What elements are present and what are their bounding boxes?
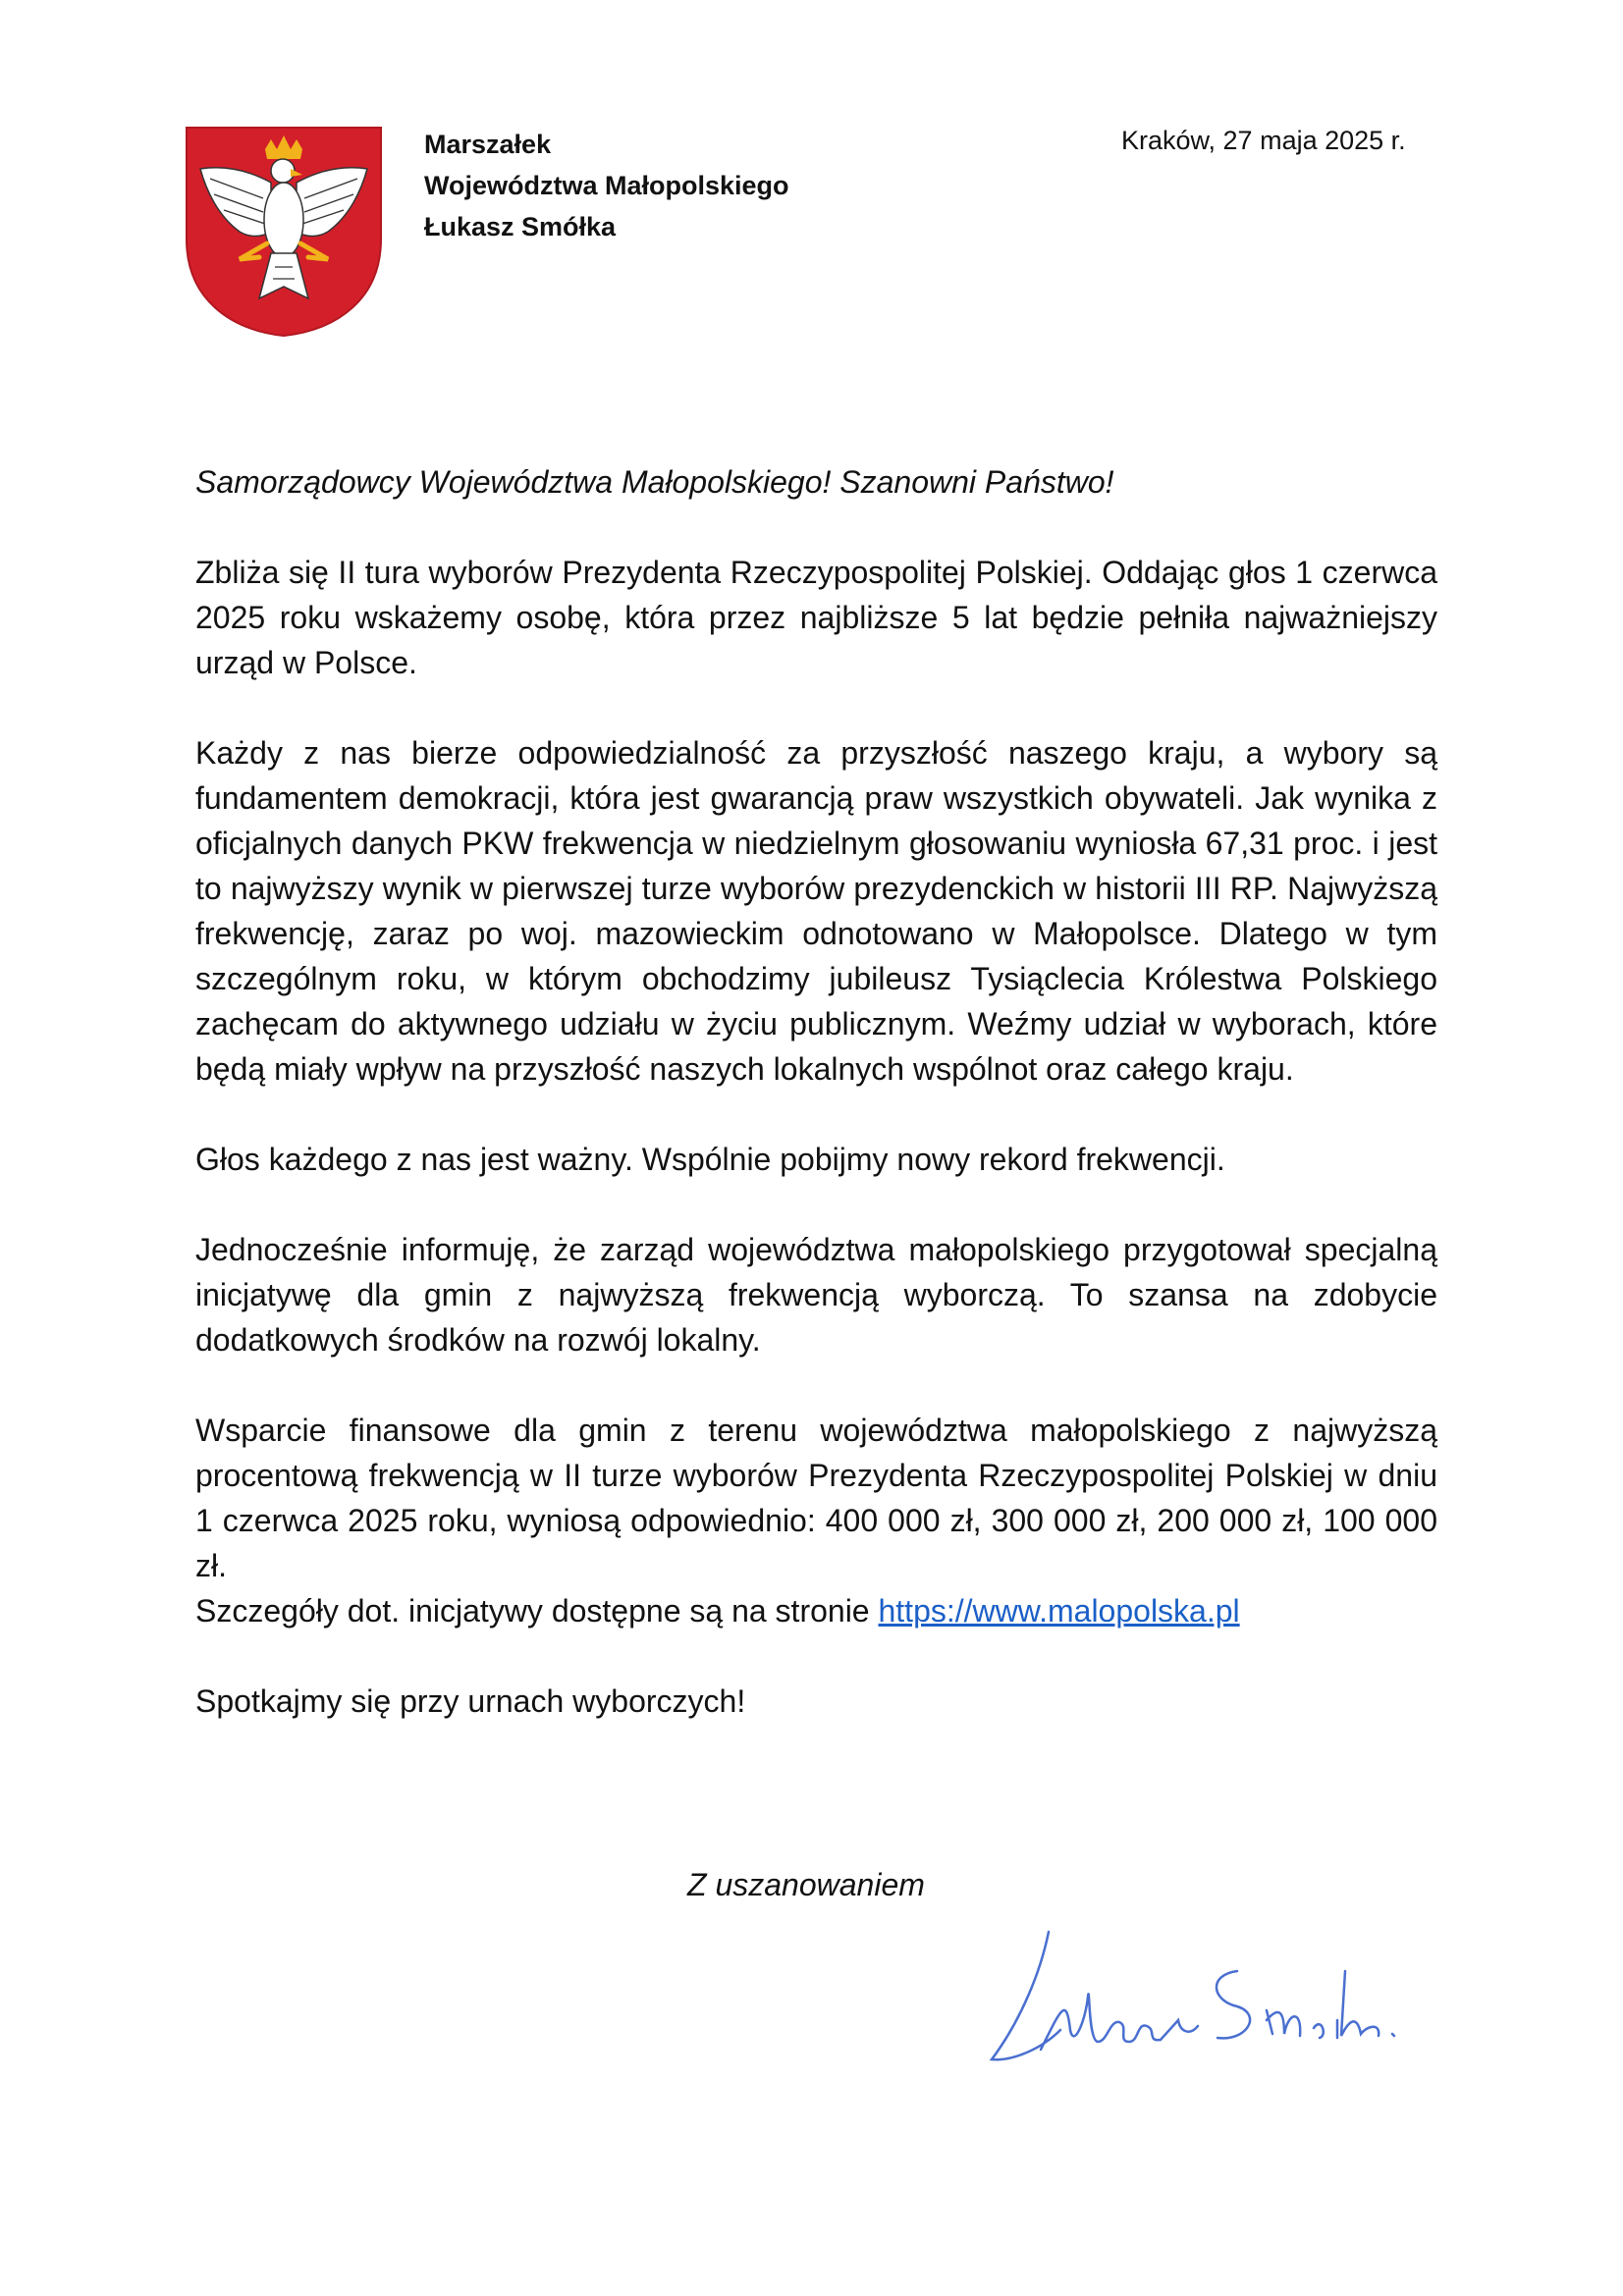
- letter-body: [195, 459, 1437, 1769]
- paragraph: Zbliża się II tura wyborów Prezydenta Rzeczypospolitej Polskiej. Oddając głos 1 czerwca 2025 roku wskażemy osobę, która przez najbliższe 5 lat będzie pełniła najważniejszy urząd w Polsce.: [195, 555, 1437, 680]
- sender-name: Łukasz Smółka: [424, 212, 617, 241]
- paragraph: Spotkajmy się przy urnach wyborczych!: [195, 1683, 746, 1719]
- greeting: Samorządowcy Województwa Małopolskiego! Szanowni Państwo!: [195, 464, 1114, 500]
- paragraph: Jednocześnie informuję, że zarząd województwa małopolskiego przygotował specjalną inicjatywę dla gmin z najwyższą frekwencją wyborczą. To szansa na zdobycie dodatkowych środków na rozwój lokalny.: [195, 1232, 1437, 1358]
- paragraph: Każdy z nas bierze odpowiedzialność za przyszłość naszego kraju, a wybory są fundamentem demokracji, która jest gwarancją praw wszystkich obywateli. Jak wynika z oficjalnych danych PKW frekwencja w niedzielnym głosowaniu wyniosła 67,31 proc. i jest to najwyższy wynik w pierwszej turze wyborów prezydenckich w historii III RP. Najwyższą frekwencję, zaraz po woj. mazowieckim odnotowano w Małopolsce. Dlatego w tym szczególnym roku, w którym obchodzimy jubileusz Tysiąclecia Królestwa Polskiego zachęcam do aktywnego udziału w życiu publicznym. Weźmy udział w wyborach, które będą miały wpływ na przyszłość naszych lokalnych wspólnot oraz całego kraju.: [195, 735, 1437, 1087]
- letter-date: Kraków, 27 maja 2025 r.: [1121, 126, 1406, 155]
- malopolska-link[interactable]: https://www.malopolska.pl: [878, 1593, 1240, 1629]
- details-line: [195, 1588, 1437, 1633]
- details-text: Szczegóły dot. inicjatywy dostępne są na stronie: [195, 1593, 879, 1629]
- sender-office: Województwa Małopolskiego: [424, 171, 789, 200]
- handwritten-signature: [972, 1912, 1404, 2089]
- paragraph: Głos każdego z nas jest ważny. Wspólnie pobijmy nowy rekord frekwencji.: [195, 1142, 1225, 1177]
- coat-of-arms-icon: [181, 122, 387, 340]
- paragraph: Wsparcie finansowe dla gmin z terenu województwa małopolskiego z najwyższą procentową frekwencją w II turze wyborów Prezydenta Rzeczypospolitej Polskiej w dniu 1 czerwca 2025 roku, wyniosą odpowiednio: 400 000 zł, 300 000 zł, 200 000 zł, 100 000 zł.: [195, 1413, 1437, 1583]
- sender-title: Marszałek: [424, 130, 552, 159]
- closing: Z uszanowaniem: [687, 1867, 925, 1902]
- sender-block: [424, 124, 789, 247]
